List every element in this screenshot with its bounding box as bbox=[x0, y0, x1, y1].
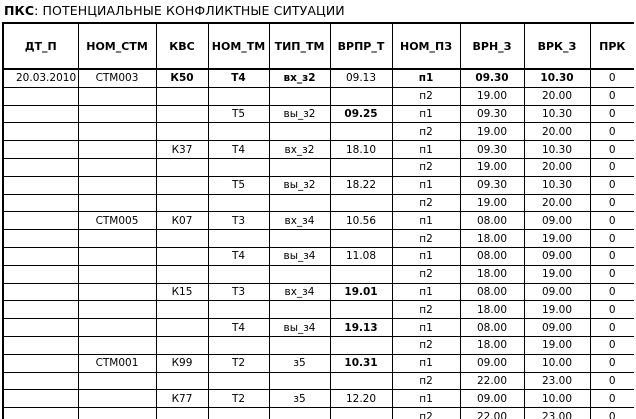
table-cell: 20.00 bbox=[524, 123, 590, 141]
conflict-table-container bbox=[2, 22, 634, 419]
table-row bbox=[3, 319, 634, 337]
column-header: ДТ_П bbox=[3, 23, 78, 69]
table-cell bbox=[269, 123, 330, 141]
table-cell bbox=[269, 301, 330, 319]
table-cell bbox=[3, 354, 78, 372]
table-cell bbox=[3, 194, 78, 212]
table-cell bbox=[330, 265, 392, 283]
table-cell: п2 bbox=[392, 336, 460, 354]
table-cell: 22.00 bbox=[460, 408, 524, 419]
table-row bbox=[3, 176, 634, 194]
table-cell bbox=[208, 123, 269, 141]
table-cell: К99 bbox=[156, 354, 208, 372]
table-cell: п1 bbox=[392, 247, 460, 265]
table-cell bbox=[3, 105, 78, 123]
table-cell: п1 bbox=[392, 176, 460, 194]
table-cell: 0 bbox=[590, 408, 634, 419]
table-cell bbox=[78, 301, 156, 319]
table-cell: Т5 bbox=[208, 176, 269, 194]
column-header: НОМ_ТМ bbox=[208, 23, 269, 69]
table-row bbox=[3, 390, 634, 408]
table-cell bbox=[330, 372, 392, 390]
table-row bbox=[3, 158, 634, 176]
table-cell: К50 bbox=[156, 69, 208, 87]
table-cell bbox=[269, 230, 330, 248]
table-cell bbox=[208, 372, 269, 390]
table-cell: 08.00 bbox=[460, 212, 524, 230]
table-cell bbox=[156, 194, 208, 212]
table-cell bbox=[3, 158, 78, 176]
table-cell bbox=[156, 158, 208, 176]
table-cell: СТМ003 bbox=[78, 69, 156, 87]
table-cell: 23.00 bbox=[524, 372, 590, 390]
column-header: ТИП_ТМ bbox=[269, 23, 330, 69]
table-cell: 10.00 bbox=[524, 354, 590, 372]
table-cell: 10.30 bbox=[524, 105, 590, 123]
table-cell: 0 bbox=[590, 158, 634, 176]
table-cell: 10.31 bbox=[330, 354, 392, 372]
table-cell bbox=[78, 194, 156, 212]
table-row bbox=[3, 230, 634, 248]
table-cell: Т3 bbox=[208, 212, 269, 230]
table-cell bbox=[269, 87, 330, 105]
table-cell: п1 bbox=[392, 141, 460, 159]
table-cell: п1 bbox=[392, 69, 460, 87]
table-cell: 09.30 bbox=[460, 105, 524, 123]
table-cell: п1 bbox=[392, 390, 460, 408]
table-cell bbox=[3, 301, 78, 319]
table-cell bbox=[156, 105, 208, 123]
table-cell: Т2 bbox=[208, 354, 269, 372]
table-cell bbox=[3, 123, 78, 141]
table-cell bbox=[78, 408, 156, 419]
table-cell: Т5 bbox=[208, 105, 269, 123]
table-cell: п2 bbox=[392, 408, 460, 419]
table-cell bbox=[156, 123, 208, 141]
table-cell: 09.00 bbox=[460, 390, 524, 408]
table-cell bbox=[78, 390, 156, 408]
table-cell: 0 bbox=[590, 230, 634, 248]
table-cell: 19.00 bbox=[460, 87, 524, 105]
title-text: : ПОТЕНЦИАЛЬНЫЕ КОНФЛИКТНЫЕ СИТУАЦИИ bbox=[34, 3, 345, 18]
table-cell bbox=[3, 247, 78, 265]
table-cell: 20.00 bbox=[524, 87, 590, 105]
table-cell bbox=[330, 87, 392, 105]
table-cell bbox=[3, 265, 78, 283]
table-cell: п2 bbox=[392, 158, 460, 176]
table-cell: 0 bbox=[590, 265, 634, 283]
table-cell bbox=[330, 158, 392, 176]
table-cell bbox=[3, 390, 78, 408]
table-cell: Т3 bbox=[208, 283, 269, 301]
table-cell bbox=[156, 336, 208, 354]
table-cell: 20.03.2010 bbox=[3, 69, 78, 87]
table-cell: К37 bbox=[156, 141, 208, 159]
table-cell bbox=[156, 319, 208, 337]
table-cell: 19.00 bbox=[460, 194, 524, 212]
table-cell: п1 bbox=[392, 319, 460, 337]
table-cell bbox=[330, 301, 392, 319]
table-cell: 10.30 bbox=[524, 176, 590, 194]
table-cell bbox=[208, 87, 269, 105]
table-cell: 0 bbox=[590, 141, 634, 159]
table-cell: вх_з2 bbox=[269, 141, 330, 159]
table-cell: 22.00 bbox=[460, 372, 524, 390]
table-cell: 0 bbox=[590, 123, 634, 141]
table-cell: К15 bbox=[156, 283, 208, 301]
table-cell bbox=[269, 336, 330, 354]
table-cell bbox=[208, 336, 269, 354]
table-cell: п2 bbox=[392, 265, 460, 283]
table-body bbox=[3, 69, 634, 419]
table-cell bbox=[3, 336, 78, 354]
table-row bbox=[3, 123, 634, 141]
table-cell bbox=[156, 408, 208, 419]
table-row bbox=[3, 212, 634, 230]
table-cell: 19.00 bbox=[524, 265, 590, 283]
table-cell bbox=[269, 372, 330, 390]
table-cell bbox=[330, 336, 392, 354]
table-cell bbox=[208, 408, 269, 419]
table-cell: 0 bbox=[590, 283, 634, 301]
table-cell bbox=[78, 176, 156, 194]
table-cell: 0 bbox=[590, 336, 634, 354]
table-cell bbox=[208, 230, 269, 248]
table-cell: 0 bbox=[590, 319, 634, 337]
table-cell bbox=[78, 372, 156, 390]
table-cell bbox=[208, 301, 269, 319]
table-cell bbox=[269, 194, 330, 212]
table-row bbox=[3, 194, 634, 212]
table-cell: 0 bbox=[590, 176, 634, 194]
table-cell: 0 bbox=[590, 301, 634, 319]
table-cell bbox=[3, 230, 78, 248]
table-cell bbox=[208, 158, 269, 176]
table-cell: п1 bbox=[392, 212, 460, 230]
table-cell: вх_з4 bbox=[269, 283, 330, 301]
table-cell: 19.00 bbox=[460, 123, 524, 141]
table-cell: вы_з2 bbox=[269, 176, 330, 194]
table-cell: 0 bbox=[590, 247, 634, 265]
table-cell: 09.30 bbox=[460, 69, 524, 87]
table-cell: 08.00 bbox=[460, 283, 524, 301]
table-cell: 0 bbox=[590, 105, 634, 123]
table-row bbox=[3, 265, 634, 283]
table-cell: 0 bbox=[590, 212, 634, 230]
table-cell: 09.25 bbox=[330, 105, 392, 123]
column-header: КВС bbox=[156, 23, 208, 69]
table-cell: з5 bbox=[269, 390, 330, 408]
table-row bbox=[3, 408, 634, 419]
table-cell bbox=[3, 283, 78, 301]
table-cell: з5 bbox=[269, 354, 330, 372]
table-cell: К07 bbox=[156, 212, 208, 230]
table-cell: 10.56 bbox=[330, 212, 392, 230]
table-cell: 0 bbox=[590, 87, 634, 105]
conflict-table bbox=[2, 22, 634, 419]
table-cell bbox=[3, 408, 78, 419]
table-cell: п1 bbox=[392, 283, 460, 301]
table-cell: 09.00 bbox=[524, 247, 590, 265]
table-cell: вы_з4 bbox=[269, 247, 330, 265]
table-cell bbox=[330, 123, 392, 141]
table-cell: п2 bbox=[392, 372, 460, 390]
table-cell: 0 bbox=[590, 69, 634, 87]
table-header-row bbox=[3, 23, 634, 69]
table-cell bbox=[208, 265, 269, 283]
table-cell bbox=[156, 265, 208, 283]
table-cell bbox=[269, 158, 330, 176]
table-row bbox=[3, 87, 634, 105]
table-cell: 18.00 bbox=[460, 301, 524, 319]
column-header: ВРПР_Т bbox=[330, 23, 392, 69]
table-cell bbox=[78, 141, 156, 159]
table-cell bbox=[78, 158, 156, 176]
table-row bbox=[3, 69, 634, 87]
table-cell bbox=[78, 105, 156, 123]
table-row bbox=[3, 301, 634, 319]
table-cell bbox=[156, 301, 208, 319]
table-cell: п1 bbox=[392, 105, 460, 123]
table-cell bbox=[78, 319, 156, 337]
table-cell: 0 bbox=[590, 194, 634, 212]
table-cell: 10.00 bbox=[524, 390, 590, 408]
table-cell: 11.08 bbox=[330, 247, 392, 265]
table-cell bbox=[156, 87, 208, 105]
table-cell: СТМ005 bbox=[78, 212, 156, 230]
table-cell: 08.00 bbox=[460, 319, 524, 337]
table-cell: 19.00 bbox=[524, 230, 590, 248]
table-cell: 20.00 bbox=[524, 158, 590, 176]
table-cell: 20.00 bbox=[524, 194, 590, 212]
table-cell bbox=[78, 247, 156, 265]
table-cell: 19.13 bbox=[330, 319, 392, 337]
table-cell bbox=[156, 230, 208, 248]
table-cell: 12.20 bbox=[330, 390, 392, 408]
table-cell bbox=[269, 408, 330, 419]
table-row bbox=[3, 141, 634, 159]
table-cell: 19.00 bbox=[460, 158, 524, 176]
table-cell: Т4 bbox=[208, 141, 269, 159]
table-cell bbox=[208, 194, 269, 212]
column-header: ВРН_З bbox=[460, 23, 524, 69]
column-header: ПРК bbox=[590, 23, 634, 69]
table-cell: К77 bbox=[156, 390, 208, 408]
table-cell: 09.00 bbox=[524, 212, 590, 230]
table-cell bbox=[156, 176, 208, 194]
table-cell: 09.00 bbox=[524, 283, 590, 301]
table-row bbox=[3, 283, 634, 301]
table-cell: 09.00 bbox=[460, 354, 524, 372]
table-cell: вх_з4 bbox=[269, 212, 330, 230]
table-cell: 23.00 bbox=[524, 408, 590, 419]
table-cell bbox=[78, 230, 156, 248]
table-cell bbox=[156, 247, 208, 265]
table-cell: вх_з2 bbox=[269, 69, 330, 87]
table-cell: п2 bbox=[392, 230, 460, 248]
table-cell bbox=[78, 123, 156, 141]
table-cell: Т4 bbox=[208, 247, 269, 265]
table-cell: 08.00 bbox=[460, 247, 524, 265]
table-row bbox=[3, 372, 634, 390]
table-cell bbox=[3, 212, 78, 230]
table-cell: 19.01 bbox=[330, 283, 392, 301]
table-cell: СТМ001 bbox=[78, 354, 156, 372]
table-cell: 18.00 bbox=[460, 265, 524, 283]
table-cell bbox=[3, 141, 78, 159]
column-header: НОМ_СТМ bbox=[78, 23, 156, 69]
table-cell: вы_з4 bbox=[269, 319, 330, 337]
table-cell: 18.10 bbox=[330, 141, 392, 159]
table-cell: 19.00 bbox=[524, 336, 590, 354]
table-row bbox=[3, 354, 634, 372]
table-cell bbox=[78, 87, 156, 105]
table-cell: Т2 bbox=[208, 390, 269, 408]
table-cell bbox=[78, 336, 156, 354]
page-title bbox=[4, 3, 345, 18]
table-cell: 18.00 bbox=[460, 230, 524, 248]
table-cell: п2 bbox=[392, 87, 460, 105]
table-cell bbox=[156, 372, 208, 390]
column-header: НОМ_ПЗ bbox=[392, 23, 460, 69]
table-cell: 18.22 bbox=[330, 176, 392, 194]
table-cell: 0 bbox=[590, 372, 634, 390]
table-cell: 09.00 bbox=[524, 319, 590, 337]
table-cell bbox=[3, 176, 78, 194]
table-cell: п2 bbox=[392, 123, 460, 141]
title-abbrev: ПКС bbox=[4, 3, 35, 18]
column-header: ВРК_З bbox=[524, 23, 590, 69]
table-cell: Т4 bbox=[208, 69, 269, 87]
table-cell bbox=[78, 283, 156, 301]
table-cell bbox=[3, 87, 78, 105]
table-cell bbox=[3, 319, 78, 337]
table-cell: Т4 bbox=[208, 319, 269, 337]
table-cell: вы_з2 bbox=[269, 105, 330, 123]
table-cell bbox=[330, 230, 392, 248]
table-cell: 18.00 bbox=[460, 336, 524, 354]
table-cell: 09.30 bbox=[460, 141, 524, 159]
table-cell: 0 bbox=[590, 390, 634, 408]
table-cell bbox=[78, 265, 156, 283]
table-cell bbox=[3, 372, 78, 390]
table-cell: п2 bbox=[392, 301, 460, 319]
table-cell: п2 bbox=[392, 194, 460, 212]
table-cell bbox=[269, 265, 330, 283]
table-cell: 19.00 bbox=[524, 301, 590, 319]
table-cell: п1 bbox=[392, 354, 460, 372]
table-row bbox=[3, 247, 634, 265]
table-cell bbox=[330, 194, 392, 212]
table-cell: 10.30 bbox=[524, 69, 590, 87]
table-cell: 09.30 bbox=[460, 176, 524, 194]
table-cell bbox=[330, 408, 392, 419]
table-cell: 0 bbox=[590, 354, 634, 372]
table-row bbox=[3, 105, 634, 123]
table-cell: 09.13 bbox=[330, 69, 392, 87]
table-cell: 10.30 bbox=[524, 141, 590, 159]
table-row bbox=[3, 336, 634, 354]
